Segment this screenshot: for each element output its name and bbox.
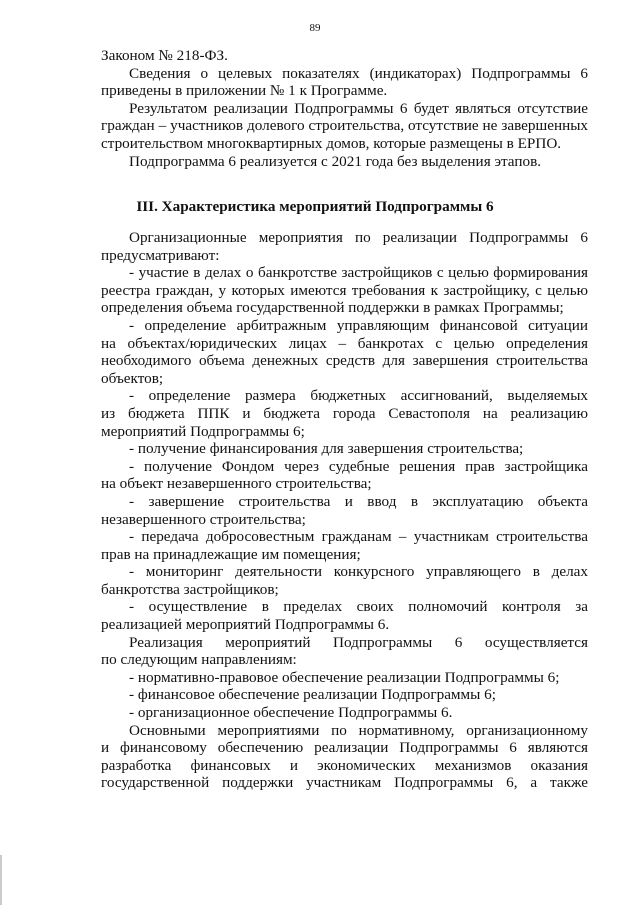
text-line: - финансовое обеспечение реализации Подпрограммы 6;: [129, 686, 496, 704]
section-heading: III. Характеристика мероприятий Подпрограммы 6: [136, 198, 494, 215]
text-line: разработка финансовых и экономических механизмов оказания: [101, 756, 588, 774]
text-line: - мониторинг деятельности конкурсного управляющего в делах: [129, 563, 588, 581]
text-line: реализацией мероприятий Подпрограммы 6.: [101, 616, 390, 634]
text-line: Сведения о целевых показателях (индикаторах) Подпрограммы 6: [129, 64, 588, 82]
text-line: - получение Фондом через судебные решения прав застройщика: [129, 457, 588, 475]
text-line: - осуществление в пределах своих полномочий контроля за: [129, 598, 588, 616]
page-number: 89: [309, 22, 321, 34]
text-line: на объект незавершенного строительства;: [101, 475, 372, 493]
text-line: - участие в делах о банкротстве застройщиков с целью формирования: [129, 264, 588, 282]
text-line: - определение арбитражным управляющим финансовой ситуации: [129, 316, 588, 334]
text-line: и финансовому обеспечению реализации Подпрограммы 6 являются: [101, 739, 588, 757]
text-line: строительством многоквартирных домов, которые размещены в ЕРПО.: [101, 134, 562, 152]
text-line: государственной поддержки участникам Подпрограммы 6, а также: [101, 774, 588, 792]
text-line: на объектах/юридических лицах – банкротах с целью определения: [101, 334, 588, 352]
text-line: - передача добросовестным гражданам – участникам строительства: [129, 528, 588, 546]
text-line: - нормативно-правовое обеспечение реализации Подпрограммы 6;: [129, 668, 560, 686]
text-line: объектов;: [101, 369, 164, 387]
text-line: Основными мероприятиями по нормативному, организационному: [129, 721, 588, 739]
text-line: Реализация мероприятий Подпрограммы 6 осуществляется: [129, 633, 588, 651]
text-line: - завершение строительства и ввод в эксплуатацию объекта: [129, 492, 588, 510]
paragraph-block-intro: [101, 47, 588, 170]
text-line: реестра граждан, у которых имеются требования к застройщику, с целью: [101, 281, 588, 299]
text-line: - получение финансирования для завершения строительства;: [129, 440, 524, 458]
paragraph-block-measures: [101, 229, 588, 792]
text-line: Подпрограмма 6 реализуется с 2021 года без выделения этапов.: [129, 152, 542, 170]
text-line: необходимого объема денежных средств для завершения строительства: [101, 352, 588, 370]
scan-edge-mark: [0, 855, 2, 905]
text-line: мероприятий Подпрограммы 6;: [101, 422, 305, 440]
text-line: - определение размера бюджетных ассигнований, выделяемых: [129, 387, 588, 405]
text-line: прав на принадлежащие им помещения;: [101, 545, 361, 563]
text-line: по следующим направлениям:: [101, 651, 297, 669]
text-line: приведены в приложении № 1 к Программе.: [101, 82, 388, 100]
text-line: определения объема государственной поддержки в рамках Программы;: [101, 299, 564, 317]
text-line: незавершенного строительства;: [101, 510, 306, 528]
text-line: граждан – участников долевого строительства, отсутствие не завершенных: [101, 117, 588, 135]
text-line: банкротства застройщиков;: [101, 580, 279, 598]
text-line: Результатом реализации Подпрограммы 6 будет являться отсутствие: [129, 99, 588, 117]
text-line: предусматривают:: [101, 246, 220, 264]
text-line: - организационное обеспечение Подпрограммы 6.: [129, 704, 453, 722]
text-line: из бюджета ППК и бюджета города Севастополя на реализацию: [101, 404, 588, 422]
text-line: Законом № 218-ФЗ.: [101, 47, 228, 64]
text-line: Организационные мероприятия по реализации Подпрограммы 6: [129, 229, 588, 246]
